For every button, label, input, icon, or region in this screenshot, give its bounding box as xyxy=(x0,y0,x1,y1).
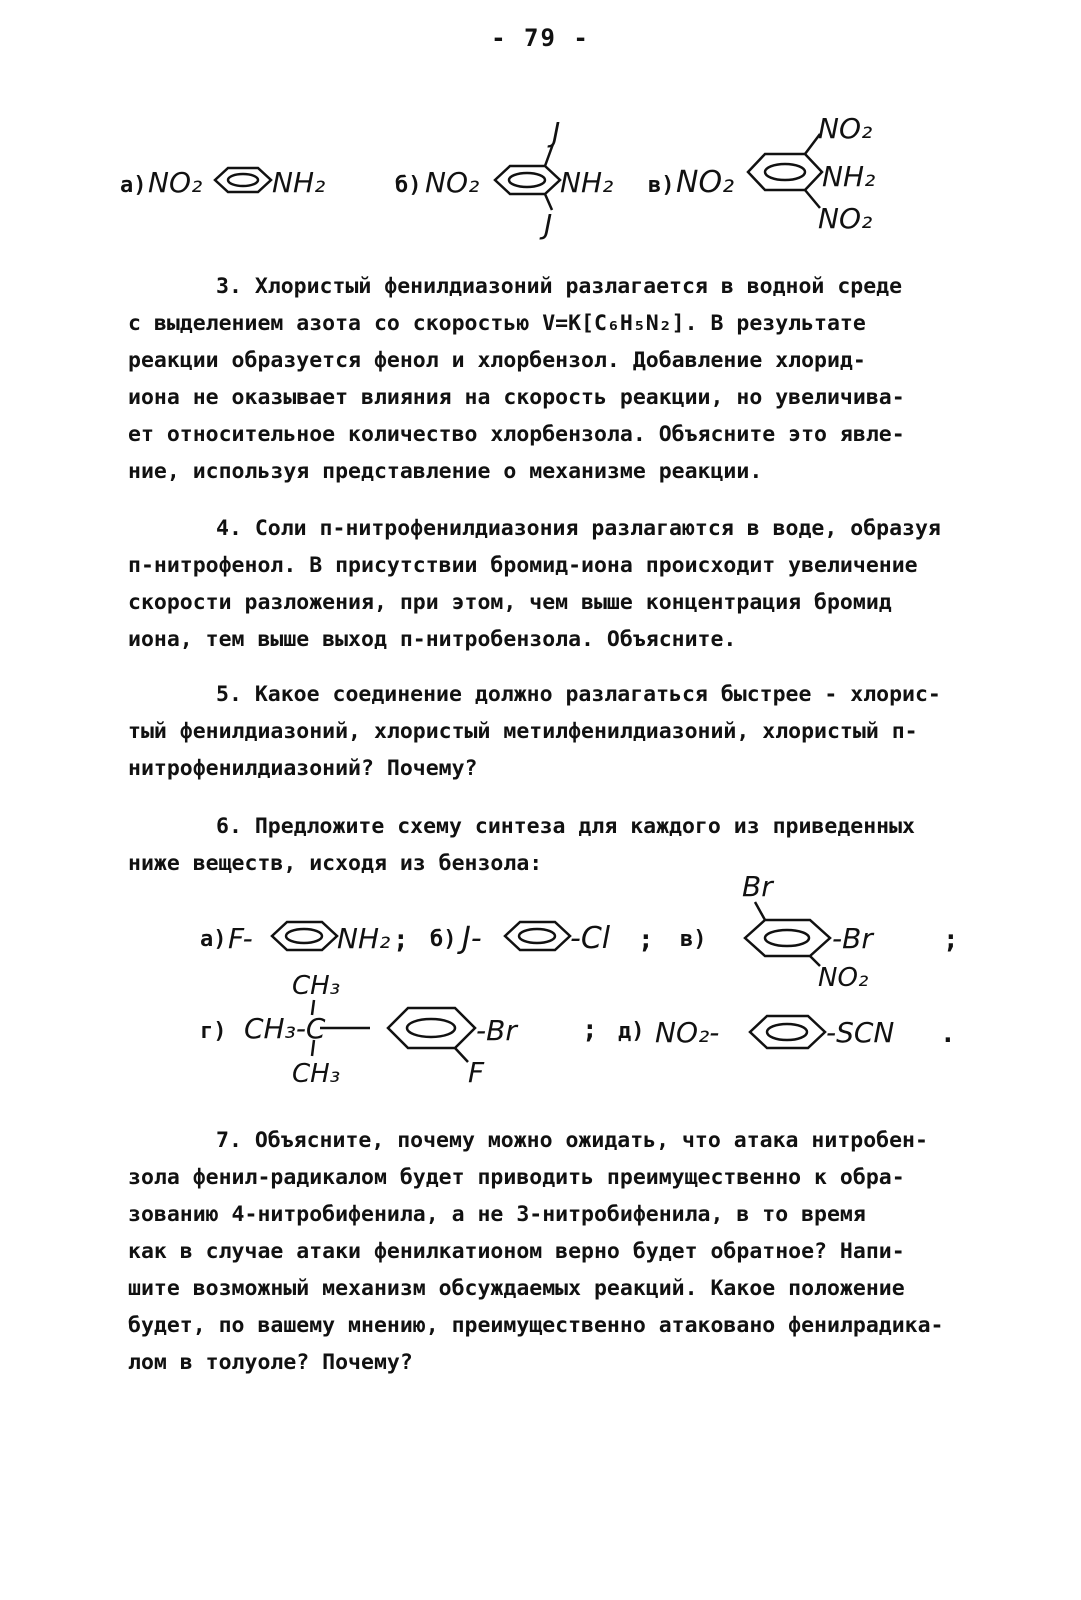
q6-line: 6. Предложите схему синтеза для каждого из приведенных xyxy=(216,814,915,839)
substituent-q6a-right: NH₂ xyxy=(337,922,391,955)
label-a: а) xyxy=(120,173,147,198)
substituent-c-bottom: NO₂ xyxy=(818,202,873,235)
substituent-q6b-right: -Cl xyxy=(570,921,611,956)
substituent-q6c-right: -Br xyxy=(832,922,873,955)
ch3-top-q6d: CH₃ xyxy=(292,971,341,1001)
substituent-b-top: J xyxy=(552,116,561,149)
label-q6a: а) xyxy=(200,927,227,952)
label-q6e: д) xyxy=(618,1019,645,1044)
q7-line: лом в толуоле? Почему? xyxy=(128,1350,413,1375)
question-5 xyxy=(128,676,1028,787)
benzene-ring-q6b xyxy=(505,922,570,950)
label-q6d: г) xyxy=(200,1019,227,1044)
substituent-q6e-left: NO₂- xyxy=(655,1016,720,1049)
question-3 xyxy=(128,268,1028,490)
q4-line: скорости разложения, при этом, чем выше концентрация бромид xyxy=(128,590,892,615)
sep-q6a: ; xyxy=(393,925,409,955)
substituent-q6d-right: -Br xyxy=(476,1014,517,1047)
sep-q6b: ; xyxy=(638,925,654,955)
q3-line: реакции образуется фенол и хлорбензол. Добавление хлорид- xyxy=(128,348,866,373)
label-q6b: б) xyxy=(430,927,457,952)
q5-line: нитрофенилдиазоний? Почему? xyxy=(128,756,478,781)
q3-line: 3. Хлористый фенилдиазоний разлагается в водной среде xyxy=(216,274,903,299)
substituent-q6b-left: J- xyxy=(462,921,482,956)
q7-line: 7. Объясните, почему можно ожидать, что атака нитробен- xyxy=(216,1128,928,1153)
substituent-a-right: NH₂ xyxy=(272,166,326,199)
label-b: б) xyxy=(395,173,422,198)
substituent-q6a-left: F- xyxy=(228,922,253,955)
sep-q6c: ; xyxy=(943,925,959,955)
substituent-a-left: NO₂ xyxy=(148,166,203,199)
structures-q6 xyxy=(0,870,1081,1110)
question-4 xyxy=(128,510,1028,658)
substituent-c-top: NO₂ xyxy=(818,112,873,145)
q3-line: иона не оказывает влияния на скорость реакции, но увеличива- xyxy=(128,385,905,410)
label-c: в) xyxy=(648,173,675,198)
benzene-ring-q6a xyxy=(272,922,337,950)
q5-line: тый фенилдиазоний, хлористый метилфенилдиазоний, хлористый п- xyxy=(128,719,918,744)
sep-q6d: ; xyxy=(582,1015,598,1045)
substituent-q6c-bottom: NO₂ xyxy=(818,963,869,993)
benzene-ring-a xyxy=(215,168,271,192)
benzene-ring-q6c xyxy=(745,920,830,956)
q3-line: ние, используя представление о механизме реакции. xyxy=(128,459,763,484)
ch3-bottom-q6d: CH₃ xyxy=(292,1059,341,1089)
q7-line: зованию 4-нитробифенила, а не 3-нитробифенила, в то время xyxy=(128,1202,866,1227)
substituent-q6d-bottom: F xyxy=(468,1056,485,1089)
substituent-b-bottom: J xyxy=(544,208,553,241)
q4-line: иона, тем выше выход п-нитробензола. Объясните. xyxy=(128,627,737,652)
q7-line: как в случае атаки фенилкатионом верно будет обратное? Напи- xyxy=(128,1239,905,1264)
q4-line: 4. Соли п-нитрофенилдиазония разлагаются в воде, образуя xyxy=(216,516,941,541)
q4-line: п-нитрофенол. В присутствии бромид-иона происходит увеличение xyxy=(128,553,918,578)
substituent-q6c-top: Br xyxy=(742,870,773,903)
label-q6c: в) xyxy=(680,927,707,952)
q3-line: ет относительное количество хлорбензола. Объясните это явле- xyxy=(128,422,905,447)
q3-line: с выделением азота со скоростью V=K[C₆H₅N₂]. В результате xyxy=(128,311,866,336)
substituent-b-right: NH₂ xyxy=(560,166,614,199)
group-q6d: CH₃-C xyxy=(244,1012,326,1045)
substituent-c-right: NH₂ xyxy=(822,160,876,193)
q7-line: будет, по вашему мнению, преимущественно атаковано фенилрадика- xyxy=(128,1313,944,1338)
benzene-ring-q6d xyxy=(388,1008,475,1048)
question-7 xyxy=(128,1122,1028,1381)
sep-q6e: . xyxy=(940,1019,956,1049)
substituent-c-left: NO₂ xyxy=(676,165,735,200)
q6-line: ниже веществ, исходя из бензола: xyxy=(128,851,543,876)
page-number: - 79 - xyxy=(491,24,590,52)
q7-line: шите возможный механизм обсуждаемых реакций. Какое положение xyxy=(128,1276,905,1301)
benzene-ring-b xyxy=(495,166,560,194)
q5-line: 5. Какое соединение должно разлагаться быстрее - хлорис- xyxy=(216,682,941,707)
benzene-ring-c xyxy=(748,154,822,190)
substituent-b-left: NO₂ xyxy=(425,166,480,199)
q7-line: зола фенил-радикалом будет приводить преимущественно к обра- xyxy=(128,1165,905,1190)
substituent-q6e-right: -SCN xyxy=(826,1016,895,1049)
benzene-ring-q6e xyxy=(750,1016,825,1048)
